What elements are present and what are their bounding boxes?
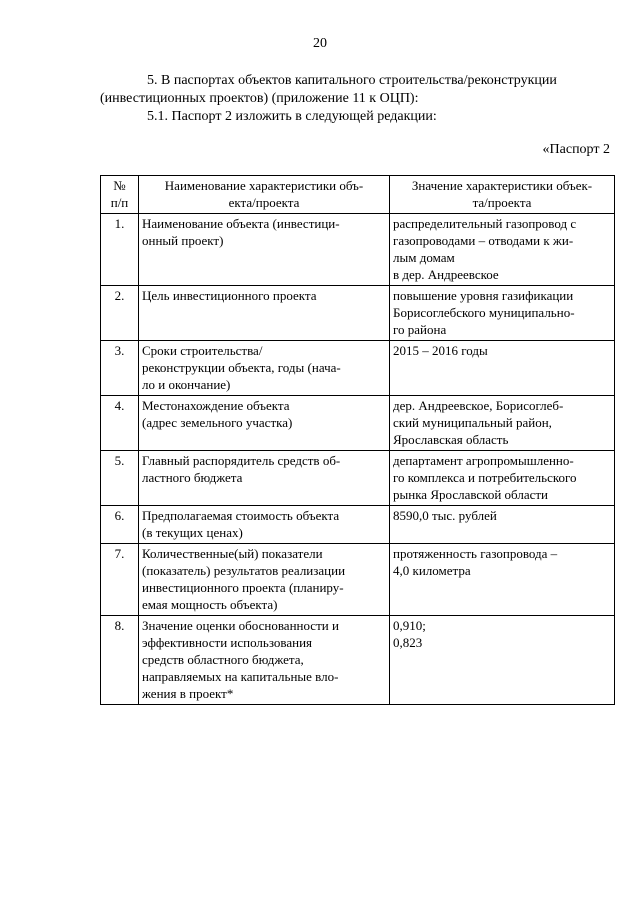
row-number: 1. [101, 214, 139, 286]
characteristic-value [390, 396, 615, 451]
table-row [101, 616, 615, 705]
table-header-row [101, 176, 615, 214]
characteristic-value [390, 544, 615, 616]
characteristic-name [139, 396, 390, 451]
table-row [101, 396, 615, 451]
header-name [139, 176, 390, 214]
cell-line: распределительный газопровод с [393, 216, 577, 231]
characteristic-name [139, 451, 390, 506]
cell-line: направляемых на капитальные вло- [142, 669, 339, 684]
table-row [101, 544, 615, 616]
cell-line: Значение оценки обоснованности и [142, 618, 339, 633]
cell-line: 4,0 километра [393, 563, 471, 578]
cell-line: эффективности использования [142, 635, 313, 650]
characteristic-value [390, 616, 615, 705]
cell-line: Наименование объекта (инвестици- [142, 216, 340, 231]
header-line: Наименование характеристики объ- [164, 178, 364, 193]
cell-line: рынка Ярославской области [393, 487, 549, 502]
characteristic-name [139, 506, 390, 544]
cell-line: газопроводами – отводами к жи- [393, 233, 574, 248]
characteristic-value [390, 506, 615, 544]
cell-line: 0,910; [393, 618, 426, 633]
header-line: Значение характеристики объек- [411, 178, 593, 193]
cell-line: Главный распорядитель средств об- [142, 453, 341, 468]
characteristic-value [390, 286, 615, 341]
paragraph-passports-intro [100, 72, 616, 108]
cell-line: го комплекса и потребительского [393, 470, 577, 485]
cell-line: (адрес земельного участка) [142, 415, 293, 430]
cell-line: 8590,0 тыс. рублей [393, 508, 497, 523]
row-number: 8. [101, 616, 139, 705]
cell-line: лым домам [393, 250, 455, 265]
header-line: та/проекта [472, 195, 532, 210]
cell-line: 0,823 [393, 635, 423, 650]
cell-line: Местонахождение объекта [142, 398, 290, 413]
row-number: 5. [101, 451, 139, 506]
cell-line: Борисоглебского муниципально- [393, 305, 575, 320]
header-num [101, 176, 139, 214]
cell-line: Ярославская область [393, 432, 509, 447]
header-line: п/п [110, 195, 129, 210]
table-body [101, 214, 615, 705]
characteristic-name [139, 341, 390, 396]
cell-line: ло и окончание) [142, 377, 231, 392]
cell-line: (в текущих ценах) [142, 525, 243, 540]
passport-table [100, 175, 615, 705]
passport-label: «Паспорт 2 [542, 142, 610, 157]
characteristic-name [139, 214, 390, 286]
characteristic-name [139, 544, 390, 616]
cell-line: Предполагаемая стоимость объекта [142, 508, 340, 523]
row-number: 7. [101, 544, 139, 616]
row-number: 4. [101, 396, 139, 451]
cell-line: го района [393, 322, 447, 337]
cell-line: протяженность газопровода – [393, 546, 558, 561]
cell-line: онный проект) [142, 233, 224, 248]
paragraph-passport-2-edit: 5.1. Паспорт 2 изложить в следующей редакции: [147, 109, 437, 124]
cell-line: Цель инвестиционного проекта [142, 288, 317, 303]
cell-line: ский муниципальный район, [393, 415, 552, 430]
cell-line: жения в проект* [142, 686, 234, 701]
table-row [101, 341, 615, 396]
header-line: екта/проекта [228, 195, 300, 210]
cell-line: средств областного бюджета, [142, 652, 304, 667]
cell-line: емая мощность объекта) [142, 597, 278, 612]
paragraph-line: 5. В паспортах объектов капитального строительства/реконструкции [147, 73, 557, 88]
table-row [101, 214, 615, 286]
cell-line: департамент агропромышленно- [393, 453, 574, 468]
cell-line: ластного бюджета [142, 470, 243, 485]
cell-line: реконструкции объекта, годы (нача- [142, 360, 341, 375]
cell-line: Сроки строительства/ [142, 343, 263, 358]
table-row [101, 506, 615, 544]
row-number: 3. [101, 341, 139, 396]
cell-line: в дер. Андреевское [393, 267, 499, 282]
cell-line: Количественные(ый) показатели [142, 546, 323, 561]
cell-line: повышение уровня газификации [393, 288, 574, 303]
header-value [390, 176, 615, 214]
page-number: 20 [313, 36, 327, 51]
characteristic-value [390, 341, 615, 396]
header-line: № [113, 178, 126, 193]
cell-line: инвестиционного проекта (планиру- [142, 580, 344, 595]
row-number: 6. [101, 506, 139, 544]
characteristic-name [139, 286, 390, 341]
table-row [101, 286, 615, 341]
cell-line: (показатель) результатов реализации [142, 563, 346, 578]
characteristic-name [139, 616, 390, 705]
row-number: 2. [101, 286, 139, 341]
characteristic-value [390, 214, 615, 286]
table-row [101, 451, 615, 506]
cell-line: дер. Андреевское, Борисоглеб- [393, 398, 564, 413]
characteristic-value [390, 451, 615, 506]
cell-line: 2015 – 2016 годы [393, 343, 488, 358]
paragraph-line: (инвестиционных проектов) (приложение 11 к ОЦП): [100, 91, 419, 106]
